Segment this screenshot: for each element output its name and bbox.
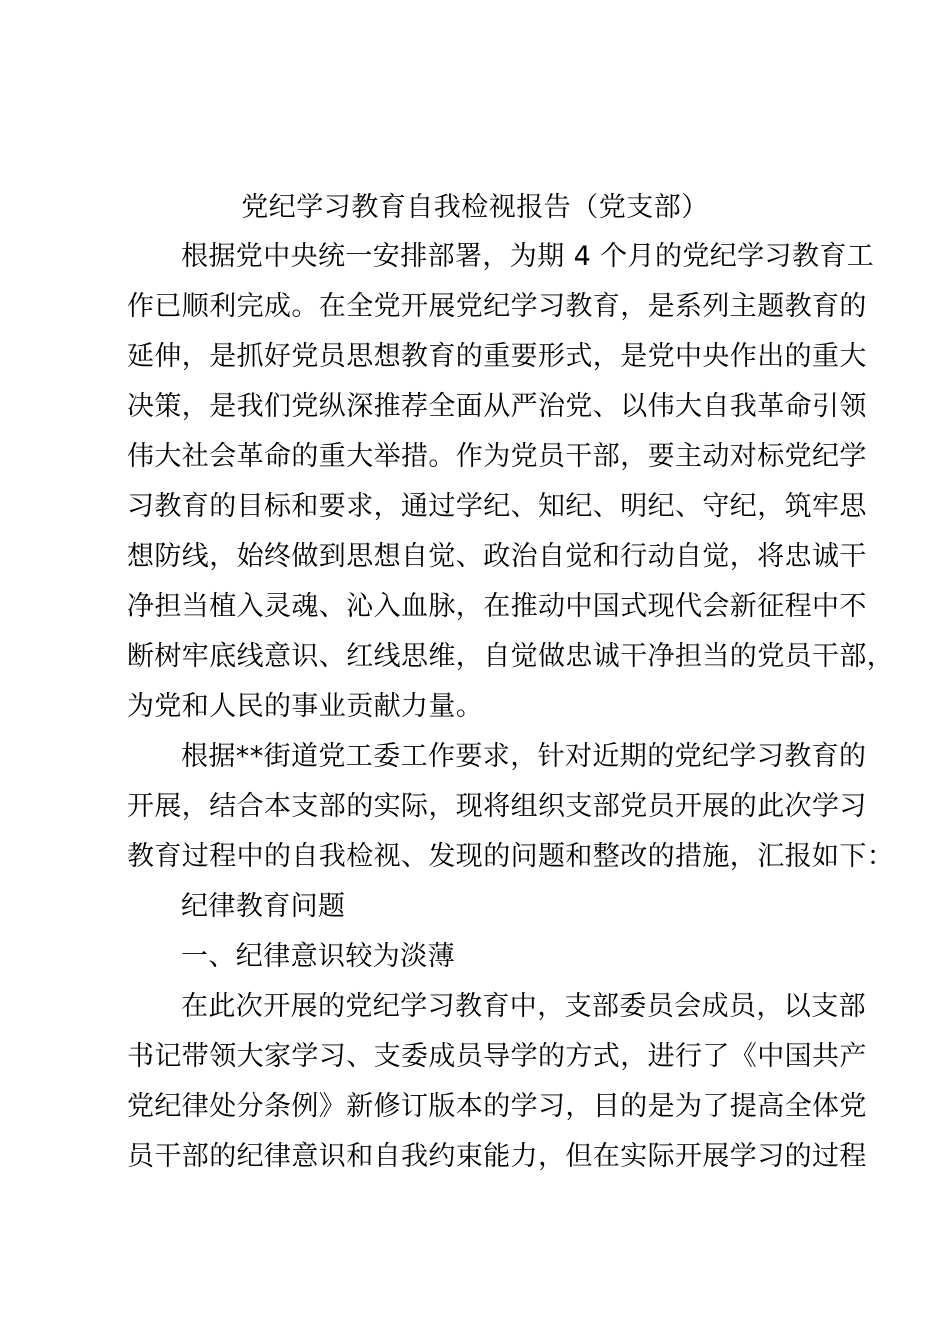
paragraph-line: 党纪律处分条例》新修订版本的学习，目的是为了提高全体党: [127, 1091, 867, 1122]
paragraph-line: 决策，是我们党纵深推荐全面从严治党、以伟大自我革命引领: [127, 391, 867, 422]
paragraph-line: 根据**街道党工委工作要求，针对近期的党纪学习教育的: [181, 741, 867, 772]
paragraph-line: 作已顺利完成。在全党开展党纪学习教育，是系列主题教育的: [127, 291, 867, 322]
paragraph-line: 开展，结合本支部的实际，现将组织支部党员开展的此次学习: [127, 791, 867, 822]
paragraph-line: 断树牢底线意识、红线思维，自觉做忠诚干净担当的党员干部，: [127, 641, 895, 672]
paragraph-line: 伟大社会革命的重大举措。作为党员干部，要主动对标党纪学: [127, 441, 867, 472]
paragraph-line: 习教育的目标和要求，通过学纪、知纪、明纪、守纪，筑牢思: [127, 491, 867, 522]
paragraph-line: 延伸，是抓好党员思想教育的重要形式，是党中央作出的重大: [127, 341, 867, 372]
paragraph-line: 想防线，始终做到思想自觉、政治自觉和行动自觉，将忠诚干: [127, 541, 867, 572]
paragraph-line: 在此次开展的党纪学习教育中，支部委员会成员，以支部: [181, 991, 866, 1022]
paragraph-line: 教育过程中的自我检视、发现的问题和整改的措施，汇报如下：: [127, 841, 895, 872]
section-heading: 纪律教育问题: [181, 891, 346, 922]
subsection-heading: 一、纪律意识较为淡薄: [181, 941, 455, 972]
paragraph-line: 为党和人民的事业贡献力量。: [127, 691, 484, 722]
paragraph-line: 员干部的纪律意识和自我约束能力，但在实际开展学习的过程: [127, 1141, 867, 1172]
paragraph-line: 净担当植入灵魂、沁入血脉，在推动中国式现代会新征程中不: [127, 591, 867, 622]
document-title: 党纪学习教育自我检视报告（党支部）: [241, 192, 709, 223]
paragraph-line: 书记带领大家学习、支委成员导学的方式，进行了《中国共产: [127, 1041, 867, 1072]
paragraph-line: 根据党中央统一安排部署，为期 4 个月的党纪学习教育工: [181, 241, 875, 272]
